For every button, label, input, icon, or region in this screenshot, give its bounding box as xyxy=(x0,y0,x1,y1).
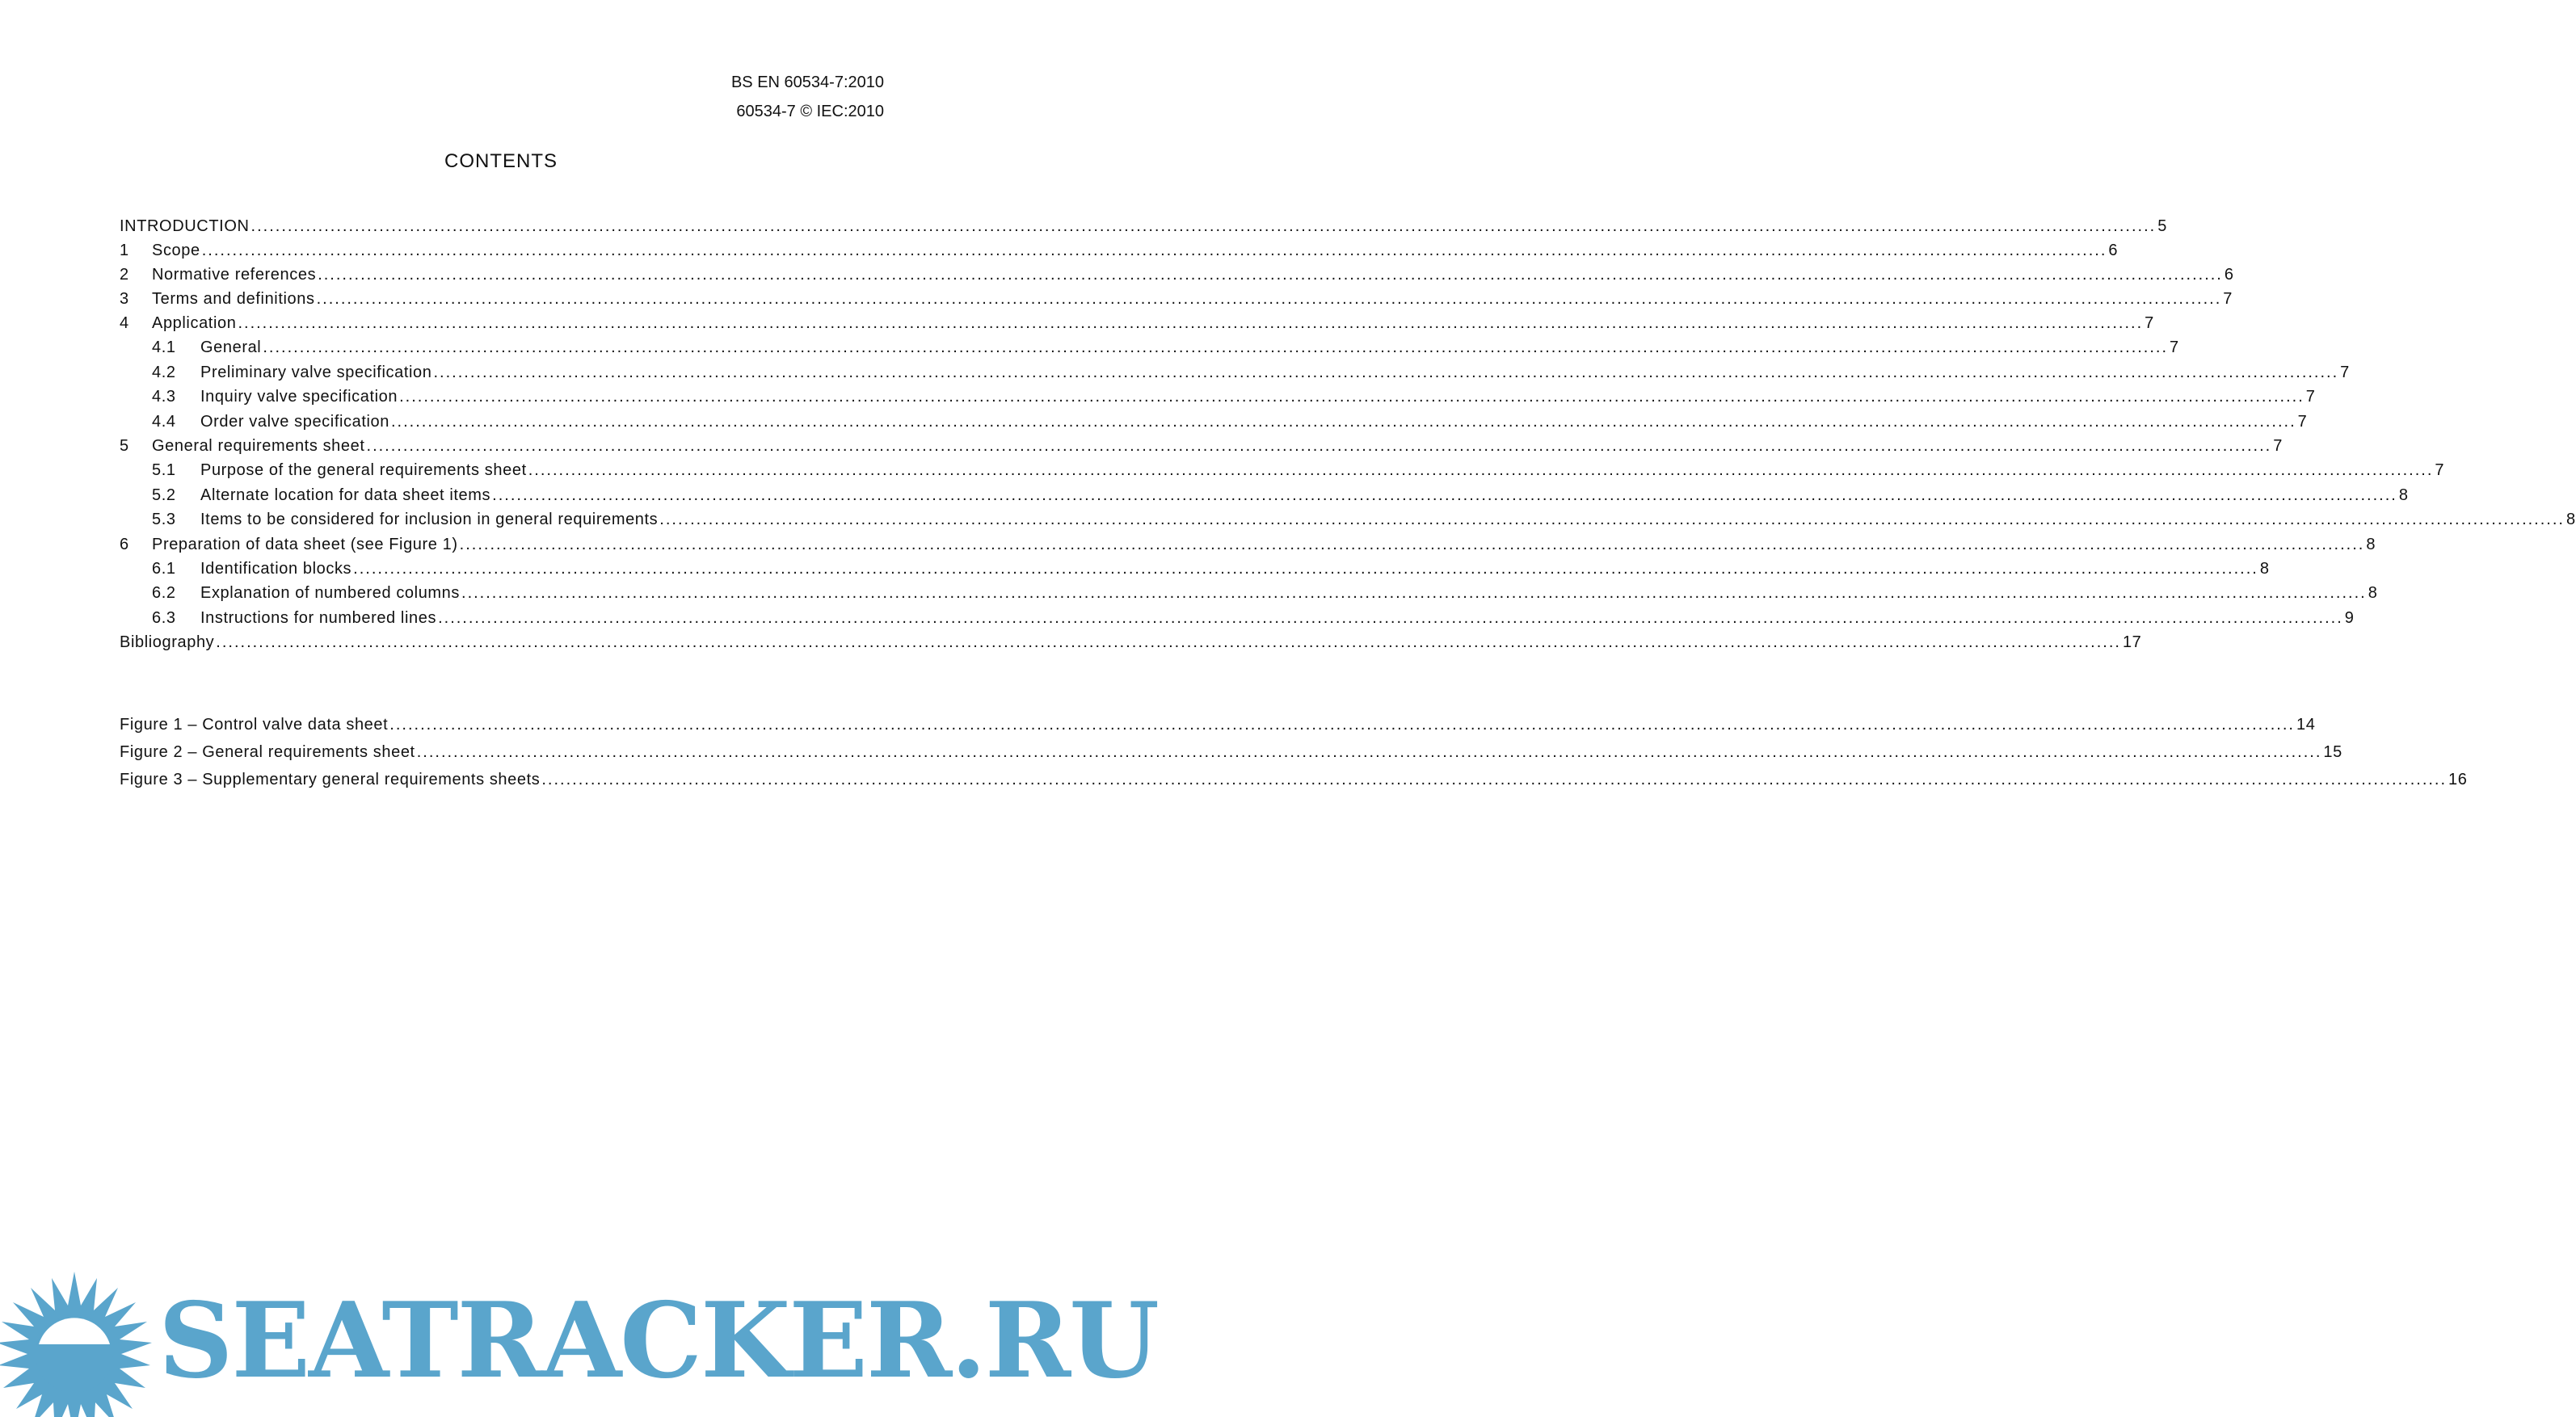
leader-dots xyxy=(460,532,2365,557)
toc-entry-5-3[interactable] xyxy=(120,507,2576,532)
toc-entry-page: 7 xyxy=(2340,363,2350,381)
toc-entry-label: Identification blocks xyxy=(200,559,352,578)
page-title: CONTENTS xyxy=(444,150,558,172)
toc-entry-label: Terms and definitions xyxy=(152,290,315,308)
toc-entry-4-4[interactable] xyxy=(120,410,2308,435)
toc-entry-preparation-of-data-sheet[interactable] xyxy=(120,532,2376,557)
toc-entry-terms-and-definitions[interactable] xyxy=(120,287,2233,311)
sun-icon xyxy=(0,1272,152,1417)
figure-entry-label: Figure 1 – Control valve data sheet xyxy=(120,716,389,734)
watermark-text: SEATRACKER.RU xyxy=(158,1280,1158,1402)
toc-entry-number: 6.1 xyxy=(152,559,176,578)
toc-entry-page: 8 xyxy=(2368,584,2378,602)
figure-entry-1[interactable] xyxy=(120,711,2316,738)
toc-entry-page: 7 xyxy=(2305,388,2316,406)
leader-dots xyxy=(659,507,2565,532)
table-of-contents xyxy=(120,214,2576,654)
toc-entry-number: 5.1 xyxy=(152,461,176,479)
leader-dots xyxy=(216,630,2121,654)
toc-entry-label: Bibliography xyxy=(120,633,215,651)
leader-dots xyxy=(399,385,2305,410)
toc-entry-label: Preparation of data sheet (see Figure 1) xyxy=(152,535,458,553)
toc-entry-label: Instructions for numbered lines xyxy=(200,608,437,627)
toc-entry-number: 4 xyxy=(120,314,129,332)
toc-entry-6-2[interactable] xyxy=(120,581,2378,606)
leader-dots xyxy=(438,606,2343,631)
toc-entry-page: 6 xyxy=(2224,266,2234,284)
toc-entry-number: 1 xyxy=(120,242,129,259)
toc-entry-page: 7 xyxy=(2170,338,2179,356)
figure-entry-label: Figure 2 – General requirements sheet xyxy=(120,743,415,761)
toc-entry-number: 4.1 xyxy=(152,338,176,356)
leader-dots xyxy=(391,410,2296,435)
leader-dots xyxy=(541,766,2447,793)
toc-entry-page: 7 xyxy=(2273,437,2283,455)
document-header xyxy=(731,68,884,126)
toc-entry-page: 7 xyxy=(2435,461,2445,479)
toc-entry-number: 4.4 xyxy=(152,412,176,431)
figure-entry-2[interactable] xyxy=(120,738,2342,766)
iec-copyright-line: 60534-7 © IEC:2010 xyxy=(736,103,884,120)
leader-dots xyxy=(238,311,2143,335)
toc-entry-page: 7 xyxy=(2297,412,2308,431)
leader-dots xyxy=(528,458,2434,483)
leader-dots xyxy=(367,434,2272,458)
toc-entry-page: 8 xyxy=(2259,559,2270,578)
standard-number: BS EN 60534-7:2010 xyxy=(730,74,884,91)
leader-dots xyxy=(263,335,2168,360)
leader-dots xyxy=(492,483,2397,508)
toc-entry-label: Inquiry valve specification xyxy=(200,388,398,406)
toc-entry-number: 3 xyxy=(120,290,129,308)
toc-entry-page: 6 xyxy=(2108,242,2119,259)
toc-entry-label: Application xyxy=(152,314,237,332)
toc-entry-page: 8 xyxy=(2565,511,2576,528)
toc-entry-normative-references[interactable] xyxy=(120,263,2234,287)
toc-entry-number: 4.3 xyxy=(152,388,176,406)
toc-entry-label: Explanation of numbered columns xyxy=(200,584,461,602)
toc-entry-page: 7 xyxy=(2223,290,2233,308)
toc-entry-page: 7 xyxy=(2145,314,2154,332)
toc-entry-page: 8 xyxy=(2366,535,2376,553)
toc-entry-number: 6 xyxy=(120,535,129,553)
leader-dots xyxy=(461,581,2367,606)
leader-dots xyxy=(353,557,2258,582)
figure-entry-page: 16 xyxy=(2448,771,2468,788)
leader-dots xyxy=(202,238,2107,263)
toc-entry-bibliography[interactable] xyxy=(120,630,2142,654)
toc-entry-number: 4.2 xyxy=(152,363,176,381)
toc-entry-number: 5.3 xyxy=(152,511,176,528)
toc-entry-page: 8 xyxy=(2398,486,2409,504)
toc-entry-number: 5.2 xyxy=(152,486,176,504)
toc-entry-label: Items to be considered for inclusion in general requirements xyxy=(200,511,659,528)
toc-entry-5-1[interactable] xyxy=(120,458,2445,483)
toc-entry-scope[interactable] xyxy=(120,238,2119,263)
figure-entry-3[interactable] xyxy=(120,766,2468,793)
toc-entry-label: Purpose of the general requirements sheet xyxy=(200,461,527,479)
toc-entry-label: General requirements sheet xyxy=(152,437,365,455)
toc-entry-4-3[interactable] xyxy=(120,385,2316,410)
toc-entry-number: 2 xyxy=(120,266,129,284)
leader-dots xyxy=(317,287,2222,311)
leader-dots xyxy=(318,263,2223,287)
toc-entry-4-2[interactable] xyxy=(120,360,2350,385)
list-of-figures xyxy=(120,711,2468,793)
toc-entry-label: General xyxy=(200,338,262,356)
toc-entry-label: Preliminary valve specification xyxy=(200,363,432,381)
toc-entry-page: 9 xyxy=(2344,608,2355,627)
toc-entry-6-1[interactable] xyxy=(120,557,2270,582)
leader-dots xyxy=(417,738,2322,766)
toc-entry-label: INTRODUCTION xyxy=(120,217,250,235)
toc-entry-introduction[interactable] xyxy=(120,214,2167,238)
toc-entry-number: 5 xyxy=(120,437,129,455)
toc-entry-label: Normative references xyxy=(152,266,317,284)
toc-entry-5-2[interactable] xyxy=(120,483,2409,508)
toc-entry-label: Scope xyxy=(152,242,200,259)
toc-entry-label: Order valve specification xyxy=(200,412,389,431)
toc-entry-page: 17 xyxy=(2122,633,2142,651)
toc-entry-application[interactable] xyxy=(120,311,2154,335)
leader-dots xyxy=(389,711,2295,738)
toc-entry-4-1[interactable] xyxy=(120,335,2179,360)
leader-dots xyxy=(251,214,2157,238)
toc-entry-number: 6.2 xyxy=(152,584,176,602)
figure-entry-label: Figure 3 – Supplementary general requirements sheets xyxy=(120,771,541,788)
toc-entry-general-requirements-sheet[interactable] xyxy=(120,434,2283,458)
toc-entry-number: 6.3 xyxy=(152,608,176,627)
toc-entry-page: 5 xyxy=(2157,217,2167,235)
toc-entry-label: Alternate location for data sheet items xyxy=(200,486,491,504)
toc-entry-6-3[interactable] xyxy=(120,606,2355,631)
leader-dots xyxy=(433,360,2338,385)
figure-entry-page: 15 xyxy=(2323,743,2342,761)
figure-entry-page: 14 xyxy=(2296,716,2316,734)
